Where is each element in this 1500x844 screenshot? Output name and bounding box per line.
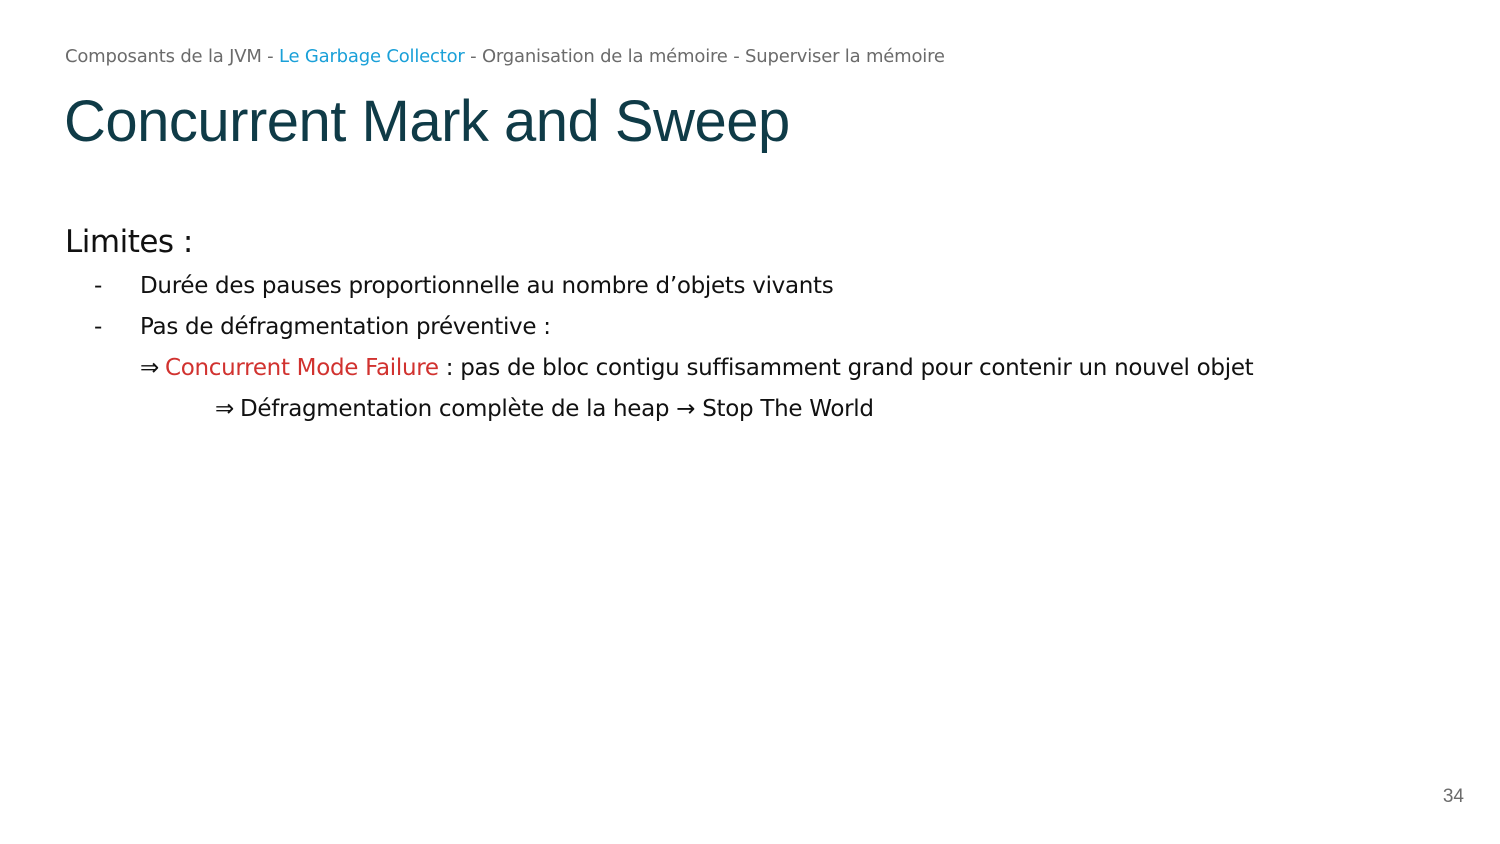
bullet-marker: - <box>94 273 102 299</box>
slide-title: Concurrent Mark and Sweep <box>64 89 790 154</box>
breadcrumb <box>65 46 945 67</box>
implies-arrow-icon: ⇒ <box>215 396 234 422</box>
bullet-item <box>65 307 1253 348</box>
breadcrumb-item-garbage-collector[interactable]: Le Garbage Collector <box>279 46 465 67</box>
bullet-text: Durée des pauses proportionnelle au nombre d’objets vivants <box>140 273 834 299</box>
page-number: 34 <box>1442 786 1464 807</box>
breadcrumb-item-jvm-components[interactable]: Composants de la JVM <box>65 46 262 67</box>
concurrent-mode-failure-term: Concurrent Mode Failure <box>164 355 439 381</box>
breadcrumb-item-memory-organisation[interactable]: Organisation de la mémoire <box>481 46 728 67</box>
right-arrow-icon: → <box>676 396 696 422</box>
section-heading: Limites : <box>65 224 193 260</box>
breadcrumb-separator: - <box>464 46 482 67</box>
breadcrumb-separator: - <box>727 46 746 67</box>
bullet-item <box>65 266 1253 307</box>
bullet-marker: - <box>94 314 102 340</box>
breadcrumb-item-supervise-memory[interactable]: Superviser la mémoire <box>745 46 945 67</box>
breadcrumb-separator: - <box>261 46 279 67</box>
sub-consequence-line <box>215 389 1253 430</box>
consequence-line <box>140 348 1253 389</box>
sub-consequence-text: Défragmentation complète de la heap <box>239 396 670 422</box>
consequence-text: : pas de bloc contigu suffisamment grand pour contenir un nouvel objet <box>438 355 1254 381</box>
slide-content <box>65 222 1253 430</box>
implies-arrow-icon: ⇒ <box>140 355 159 381</box>
stop-the-world-text: Stop The World <box>702 396 874 422</box>
bullet-text: Pas de défragmentation préventive : <box>140 314 551 340</box>
